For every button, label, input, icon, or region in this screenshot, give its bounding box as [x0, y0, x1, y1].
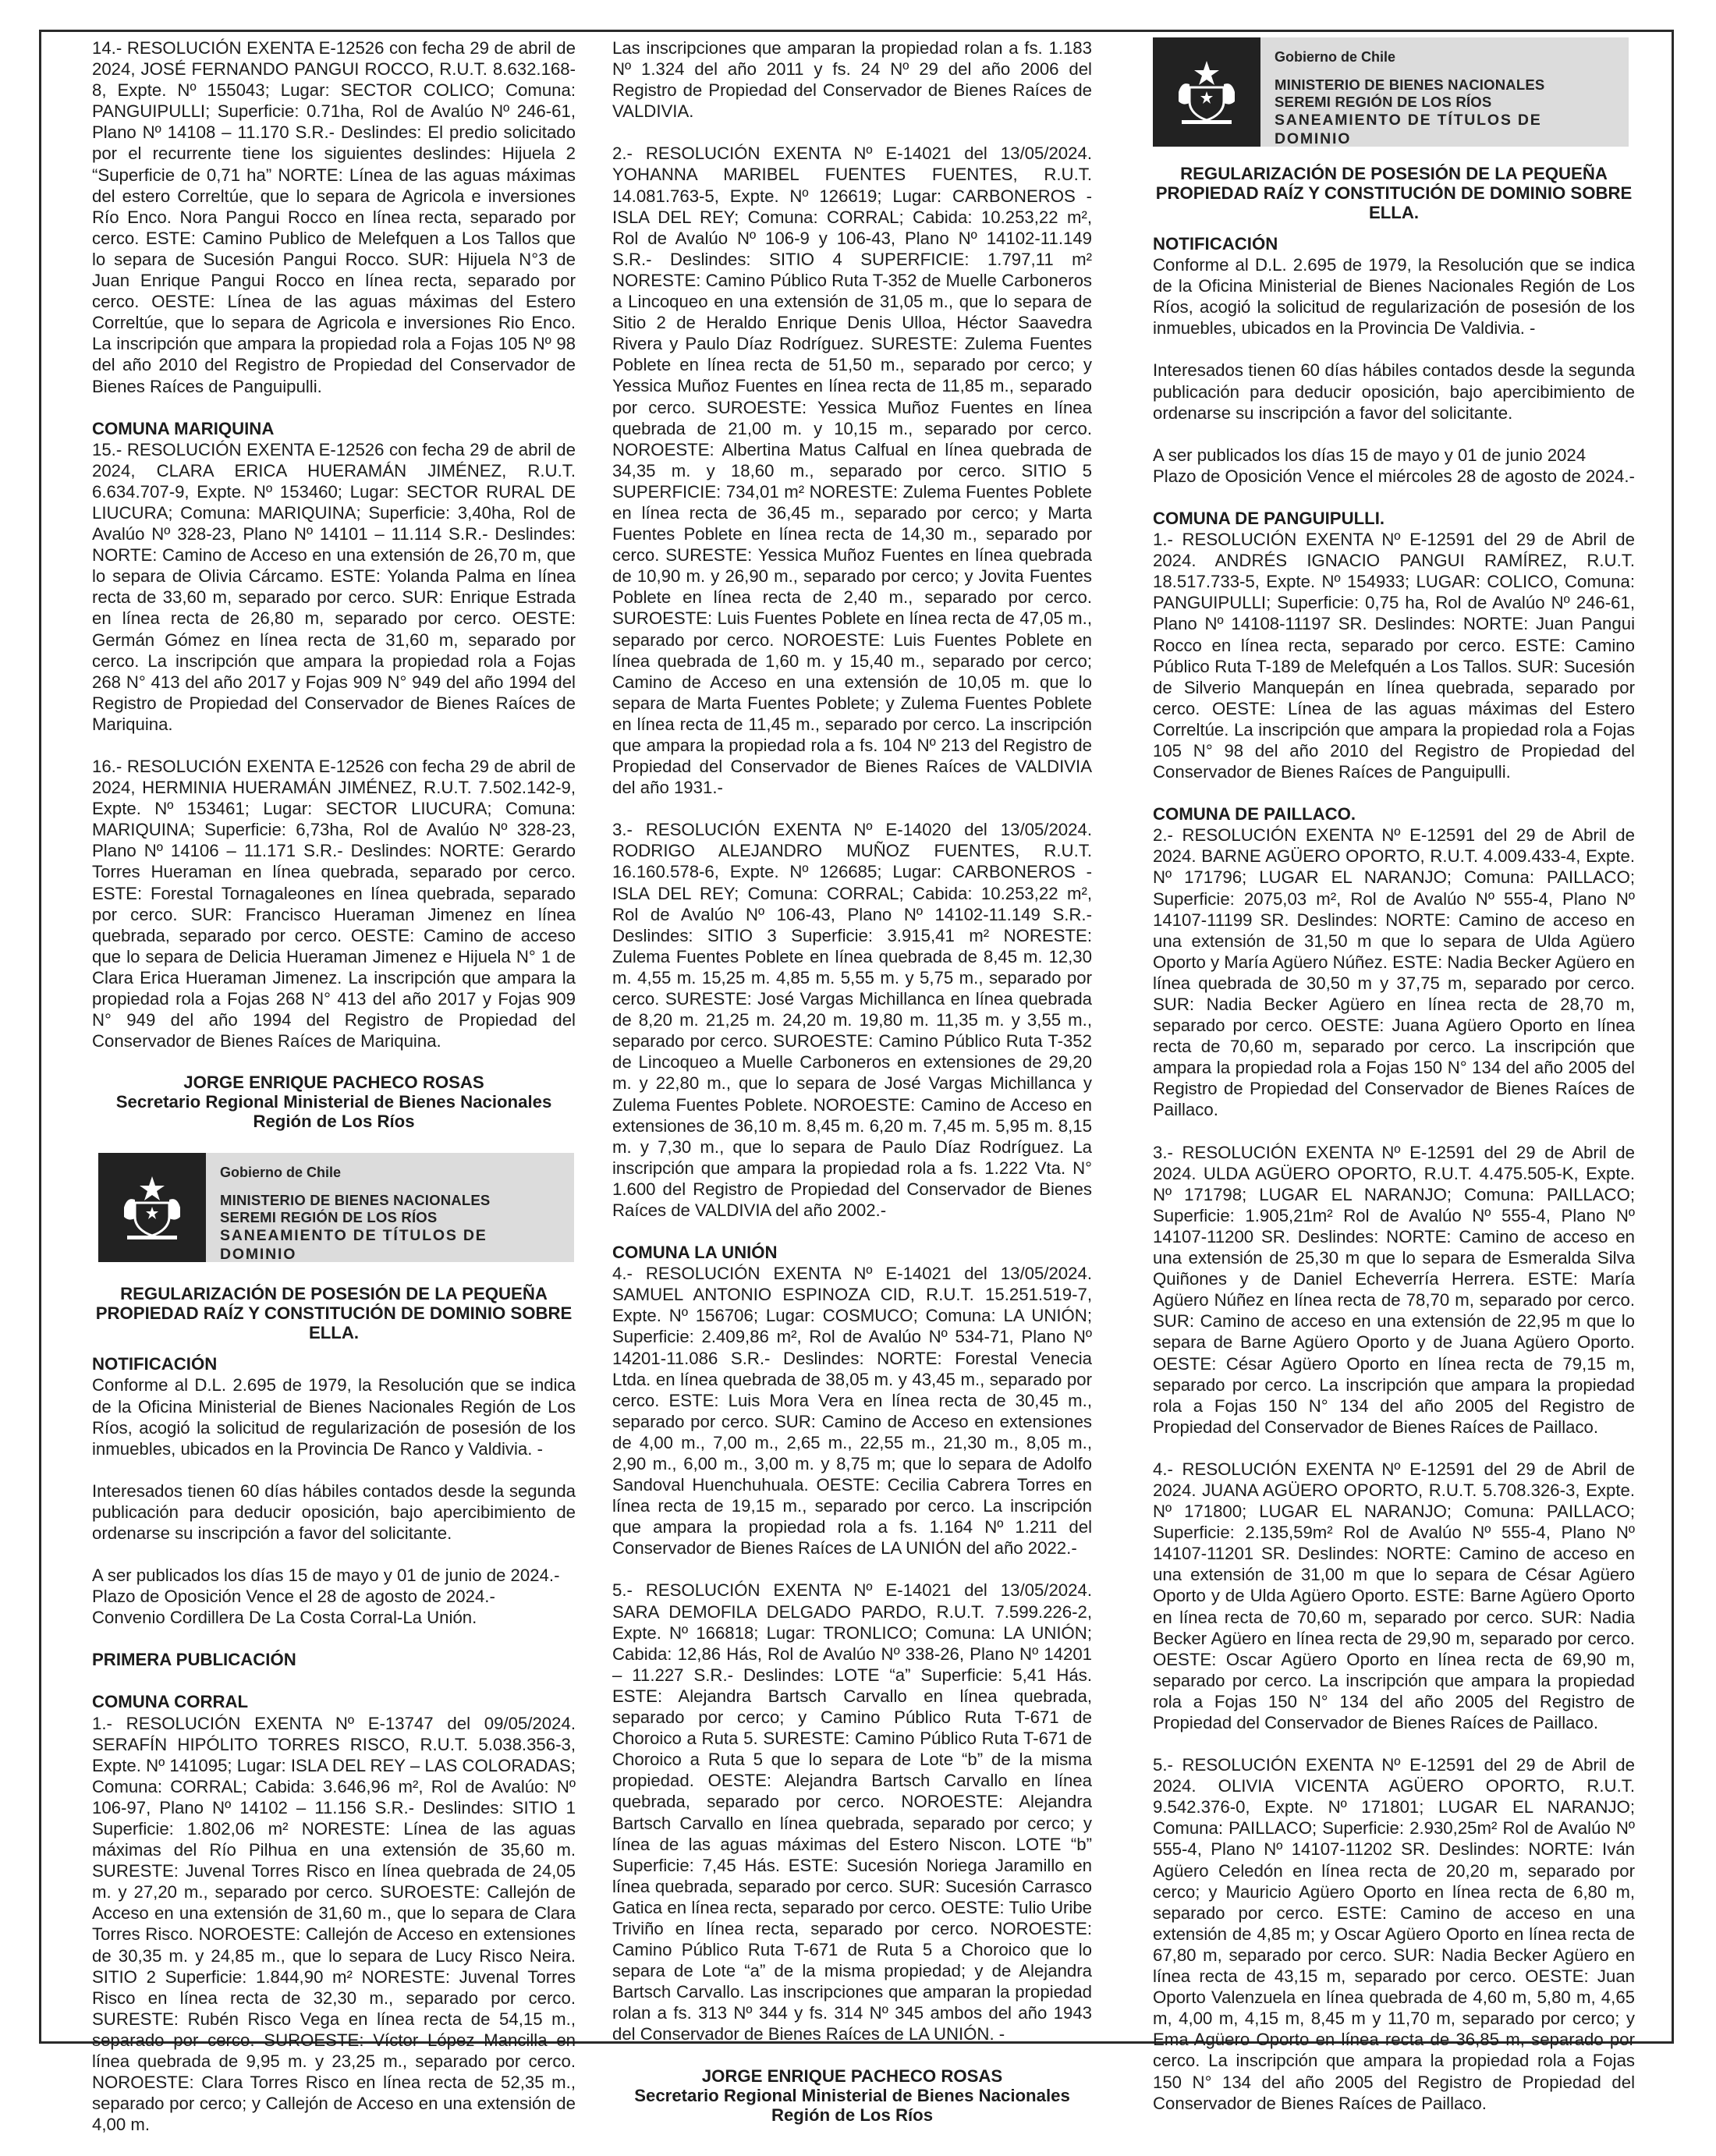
resolution-corral-1: 1.- RESOLUCIÓN EXENTA Nº E-13747 del 09/05/2024. SERAFÍN HIPÓLITO TORRES RISCO, R.U.T. 5.038.356-3, Expte. Nº 141095; Lugar: ISLA DEL REY – LAS COLORADAS; Comuna: CORRAL; Cabida: 3.646,96 m², Rol de Avalúo: Nº 106-97, Plano Nº 14102 – 11.156 S.R.- Deslindes: SITIO 1 Superficie: 1.802,06 m² NORESTE: Línea de las aguas máximas del Río Pilhua en una extensión de 35,60 m. SURESTE: Juvenal Torres Risco en línea quebrada de 24,05 m. y 27,20 m., separado por cerco. SUROESTE: Callejón de Acceso en una extensión de 31,60 m., que lo separa de Clara Torres Risco. NOROESTE: Callejón de Acceso en extensiones de 30,35 m. y 24,85 m., que lo separa de Lucy Risco Neira. SITIO 2 Superficie: 1.844,90 m² NORESTE: Juvenal Torres Risco en línea recta de 32,30 m., separado por cerco. SURESTE: Rubén Risco Vega en línea recta de 54,15 m., separado por cerco. SUROESTE: Víctor López Mancilla en línea quebrada de 9,95 m. y 23,25 m., separado por cerco. NOROESTE: Clara Torres Risco en línea recta de 52,35 m., separado por cerco; y Callejón de Acceso en una extensión de 4,00 m.	[92, 1713, 576, 2135]
heading-comuna-mariquina: COMUNA MARIQUINA	[92, 418, 275, 438]
heading-primera-publicacion: PRIMERA PUBLICACIÓN	[92, 1650, 296, 1670]
publication-dates: A ser publicados los días 15 de mayo y 01 de junio de 2024.-	[92, 1566, 560, 1586]
ministry-banner-1	[98, 1153, 574, 1262]
regularization-title-line-2: PROPIEDAD RAÍZ Y CONSTITUCIÓN DE DOMINIO SOBRE ELLA.	[1155, 183, 1633, 222]
banner-saneamiento: SANEAMIENTO DE TÍTULOS DE DOMINIO	[1275, 112, 1542, 147]
resolution-corral-3: 3.- RESOLUCIÓN EXENTA Nº E-14020 del 13/05/2024. RODRIGO ALEJANDRO MUÑOZ FUENTES, R.U.T. 16.160.578-6, Expte. Nº 126685; Lugar: CARBONEROS - ISLA DEL REY; Comuna: CORRAL; Cabida: 10.253,22 m², Rol de Avalúo Nº 106-43, Plano Nº 14102-11.149 S.R.- Deslindes: SITIO 3 Superficie: 3.915,41 m² NORESTE: Zulema Fuentes Poblete en línea quebrada de 8,45 m. 12,30 m. 4,55 m. 15,25 m. 4,85 m. 5,55 m. y 5,75 m., separado por cerco. SURESTE: José Vargas Michillanca en línea quebrada de 8,20 m. 21,25 m. 24,20 m. 19,80 m. 11,35 m. y 3,55 m., separado por cerco. SUROESTE: Camino Público Ruta T-352 de Lincoqueo a Muelle Carboneros en extensiones de 29,20 m. y 22,80 m., que lo separa de José Vargas Michillanca y Zulema Fuentes Poblete. NOROESTE: Camino de Acceso en extensiones de 36,10 m. 8,45 m. 6,20 m. 7,45 m. 5,95 m. 8,15 m. y 7,30 m., que lo separa de Paulo Díaz Rodríguez. La inscripción que ampara la propiedad rola a fs. 1.222 Vta. N° 1.600 del Registro de Propiedad del Conservador de Bienes Raíces de VALDIVIA del año 2002.-	[612, 820, 1092, 1220]
column-3	[1153, 37, 1635, 2135]
heading-comuna-panguipulli: COMUNA DE PANGUIPULLI.	[1153, 508, 1385, 528]
column-1	[92, 37, 576, 2156]
resolution-panguipulli-1: 1.- RESOLUCIÓN EXENTA Nº E-12591 del 29 de Abril de 2024. ANDRÉS IGNACIO PANGUI RAMÍREZ, R.U.T. 18.517.733-5, Expte. Nº 154933; LUGAR: COLICO, Comuna: PANGUIPULLI; Superficie: 0,75 ha, Rol de Avalúo Nº 246-61, Plano Nº 14108-11197 SR. Deslindes: NORTE: Juan Pangui Rocco en línea recta, separado por cerco. ESTE: Camino Público Ruta T-189 de Melefquén a Los Tallos. SUR: Sucesión de Silverio Manquepán en línea quebrada, separado por cerco. OESTE: Línea de las aguas máximas del Estero Correltúe. La inscripción que ampara la propiedad rola a Fojas 105 N° 98 del año 2010 del Registro de Propiedad del Conservador de Bienes Raíces de Panguipulli.	[1153, 530, 1635, 782]
regularization-title-line-1: REGULARIZACIÓN DE POSESIÓN DE LA PEQUEÑA	[1180, 164, 1608, 183]
interesados-text: Interesados tienen 60 días hábiles contados desde la segunda publicación para deducir oposición, bajo apercibimiento de ordenarse su inscripción a favor del solicitante.	[92, 1480, 576, 1543]
signature-block-1	[92, 1073, 576, 1131]
publication-dates: A ser publicados los días 15 de mayo y 01 de junio 2024	[1153, 445, 1587, 465]
interesados-text: Interesados tienen 60 días hábiles contados desde la segunda publicación para deducir oposición, bajo apercibimiento de ordenarse su inscripción a favor del solicitante.	[1153, 360, 1635, 423]
convenio-text: Convenio Cordillera De La Costa Corral-La Unión.	[92, 1608, 477, 1628]
column-2	[612, 37, 1092, 2147]
chile-coat-of-arms-icon	[98, 1153, 206, 1262]
opposition-deadline: Plazo de Oposición Vence el miércoles 28 de agosto de 2024.-	[1153, 466, 1635, 486]
regularization-title-line-1: REGULARIZACIÓN DE POSESIÓN DE LA PEQUEÑA	[120, 1284, 548, 1304]
heading-comuna-corral: COMUNA CORRAL	[92, 1692, 249, 1712]
banner-saneamiento: SANEAMIENTO DE TÍTULOS DE DOMINIO	[220, 1227, 488, 1264]
banner-seremi: SEREMI REGIÓN DE LOS RÍOS	[220, 1209, 438, 1226]
regularization-title-line-2: PROPIEDAD RAÍZ Y CONSTITUCIÓN DE DOMINIO SOBRE ELLA.	[95, 1303, 573, 1343]
banner-ministry: MINISTERIO DE BIENES NACIONALES	[1275, 76, 1545, 93]
signatory-region: Región de Los Ríos	[253, 1112, 415, 1132]
resolution-paillaco-3: 3.- RESOLUCIÓN EXENTA Nº E-12591 del 29 de Abril de 2024. ULDA AGÜERO OPORTO, R.U.T. 4.475.505-K, Expte. Nº 171798; LUGAR EL NARANJO; Comuna: PAILLACO; Superficie: 1.905,21m² Rol de Avalúo Nº 555-4, Plano Nº 14107-11200 SR. Deslindes: NORTE: Camino de acceso en una extensión de 25,30 m que lo separa de Esmeralda Silva Quiñones y de Daniel Echeverría Herrera. ESTE: María Agüero Núñez en línea recta de 78,70 m, separado por cerco. SUR: Camino de acceso en una extensión de 22,95 m que lo separa de Barne Agüero Oporto y de Juana Agüero Oporto. OESTE: César Agüero Oporto en línea recta de 79,15 m, separado por cerco. La inscripción que ampara la propiedad rola a Fojas 150 N° 134 del año 2005 del Registro de Propiedad del Conservador de Bienes Raíces de Paillaco.	[1153, 1142, 1635, 1437]
notification-heading: NOTIFICACIÓN	[1153, 234, 1278, 254]
resolution-continuation: Las inscripciones que amparan la propiedad rolan a fs. 1.183 Nº 1.324 del año 2011 y fs. 24 Nº 29 del año 2006 del Registro de Propiedad del Conservador de Bienes Raíces de VALDIVIA.	[612, 38, 1092, 122]
regularization-title-1	[92, 1284, 576, 1342]
resolution-paillaco-4: 4.- RESOLUCIÓN EXENTA Nº E-12591 del 29 de Abril de 2024. JUANA AGÜERO OPORTO, R.U.T. 5.708.326-3, Expte. Nº 171800; LUGAR EL NARANJO; Comuna: PAILLACO; Superficie: 2.135,59m² Rol de Avalúo Nº 555-4, Plano Nº 14107-11201 SR. Deslindes: NORTE: Camino de acceso en una extensión de 31,00 m que lo separa de César Agüero Oporto y de Ulda Agüero Oporto. ESTE: Barne Agüero Oporto en línea recta de 70,60 m, separado por cerco. SUR: Nadia Becker Agüero en línea recta de 29,90 m, separado por cerco. OESTE: Oscar Agüero Oporto en línea recta de 69,90 m, separado por cerco. La inscripción que ampara la propiedad rola a Fojas 150 N° 134 del año 2005 del Registro de Propiedad del Conservador de Bienes Raíces de Paillaco.	[1153, 1459, 1635, 1732]
signatory-role: Secretario Regional Ministerial de Bienes Nacionales	[634, 2085, 1070, 2105]
regularization-title-2	[1153, 164, 1635, 222]
resolution-16: 16.- RESOLUCIÓN EXENTA E-12526 con fecha 29 de abril de 2024, HERMINIA HUERAMÁN JIMÉNEZ, R.U.T. 7.502.142-9, Expte. Nº 153461; Lugar: SECTOR LIUCURA; Comuna: MARIQUINA; Superficie: 6,73ha, Rol de Avalúo Nº 328-23, Plano Nº 14106 – 11.171 S.R.- Deslindes: NORTE: Gerardo Torres Hueraman en línea quebrada, separado por cerco. ESTE: Forestal Tornagaleones en línea quebrada, separado por cerco. SUR: Francisco Hueraman Jimenez en línea quebrada, separado por cerco. OESTE: Camino de acceso que lo separa de Delicia Hueraman Jimenez e Hijuela N° 1 de Clara Erica Hueraman Jimenez. La inscripción que ampara la propiedad rola a Fojas 268 N° 413 del año 2017 y Fojas 909 N° 949 del año 1994 del Registro de Propiedad del Conservador de Bienes Raíces de Mariquina.	[92, 757, 576, 1051]
notification-text: Conforme al D.L. 2.695 de 1979, la Resolución que se indica de la Oficina Ministerial de Bienes Nacionales Región de Los Ríos, acogió la solicitud de regularización de posesión de los inmuebles, ubicados en la Provincia De Valdivia. -	[1153, 255, 1635, 339]
heading-comuna-la-union: COMUNA LA UNIÓN	[612, 1243, 778, 1263]
resolution-corral-2: 2.- RESOLUCIÓN EXENTA Nº E-14021 del 13/05/2024. YOHANNA MARIBEL FUENTES FUENTES, R.U.T. 14.081.763-5, Expte. Nº 126619; Lugar: CARBONEROS - ISLA DEL REY; Comuna: CORRAL; Cabida: 10.253,22 m², Rol de Avalúo Nº 106-9 y 106-43, Plano Nº 14102-11.149 S.R.- Deslindes: SITIO 4 SUPERFICIE: 1.797,11 m² NORESTE: Camino Público Ruta T-352 de Muelle Carboneros a Lincoqueo en una extensión de 31,05 m., que lo separa de Sitio 2 de Heraldo Enrique Denis Ulloa, Héctor Saavedra Rivera y Paulo Díaz Rodríguez. SURESTE: Zulema Fuentes Poblete en línea recta de 51,50 m., separado por cerco; y Yessica Muñoz Fuentes en línea recta de 11,85 m., separado por cerco. SUROESTE: Yessica Muñoz Fuentes en línea quebrada de 21,00 m. y 10,15 m., separado por cerco. NOROESTE: Albertina Matus Calfual en línea quebrada de 34,35 m. y 18,60 m., separado por cerco. SITIO 5 SUPERFICIE: 734,01 m² NORESTE: Zulema Fuentes Poblete en línea recta de 36,45 m., separado por cerco; y Marta Fuentes Poblete en línea recta de 14,30 m., separado por cerco. SURESTE: Yessica Muñoz Fuentes en línea quebrada de 10,90 m. y 26,90 m., separado por cerco; y Jovita Fuentes Poblete en línea recta de 2,40 m., separado por cerco. SUROESTE: Luis Fuentes Poblete en línea recta de 47,05 m., separado por cerco. NOROESTE: Luis Fuentes Poblete en línea quebrada de 1,60 m. y 15,40 m., separado por cerco; Camino de Acceso en una extensión de 10,05 m. que lo separa de Marta Fuentes Poblete; y Zulema Fuentes Poblete en línea recta de 11,45 m., separado por cerco. La inscripción que ampara la propiedad rola a fs. 104 Nº 213 del Registro de Propiedad del Conservador de Bienes Raíces de VALDIVIA del año 1931.-	[612, 144, 1092, 798]
ministry-banner-2	[1153, 37, 1629, 147]
resolution-14: 14.- RESOLUCIÓN EXENTA E-12526 con fecha 29 de abril de 2024, JOSÉ FERNANDO PANGUI ROCCO, R.U.T. 8.632.168-8, Expte. Nº 155043; Lugar: SECTOR COLICO; Comuna: PANGUIPULLI; Superficie: 0.71ha, Rol de Avalúo Nº 246-61, Plano Nº 14108 – 11.170 S.R.- Deslindes: El predio solicitado por el recurrente tiene los siguientes deslindes: Hijuela 2 “Superficie de 0,71 ha” NORTE: Línea de las aguas máximas del estero Correltúe, que lo separa de Agricola e inversiones Río Enco. Nora Pangui Rocco en línea recta, separado por cerco. ESTE: Camino Publico de Melefquen a Los Tallos que lo separa de Sucesión Pangui Rocco. SUR: Hijuela N°3 de Juan Enrique Pangui Rocco en línea recta, separado por cerco. OESTE: Línea de las aguas máximas del Estero Correltúe, que lo separa de Agricola e inversiones Rio Enco. La inscripción que ampara la propiedad rola a Fojas 105 Nº 98 del año 2010 del Registro de Propiedad del Conservador de Bienes Raíces de Panguipulli.	[92, 38, 576, 396]
resolution-paillaco-2: 2.- RESOLUCIÓN EXENTA Nº E-12591 del 29 de Abril de 2024. BARNE AGÜERO OPORTO, R.U.T. 4.009.433-4, Expte. Nº 171796; LUGAR EL NARANJO; Comuna: PAILLACO; Superficie: 2075,03 m², Rol de Avalúo Nº 555-4, Plano Nº 14107-11199 SR. Deslindes: NORTE: Camino de acceso en una extensión de 31,50 m que lo separa de Ulda Agüero Oporto y María Agüero Núñez. ESTE: Nadia Becker Agüero en línea quebrada de 30,50 m y 37,75 m, separado por cerco. SUR: Nadia Becker Agüero en línea recta de 28,70 m, separado por cerco. OESTE: Juana Agüero Oporto en línea recta de 70,60 m, separado por cerco. La inscripción que ampara la propiedad rola a Fojas 150 N° 134 del año 2005 del Registro de Propiedad del Conservador de Bienes Raíces de Paillaco.	[1153, 825, 1635, 1120]
chile-coat-of-arms-icon	[1153, 37, 1260, 147]
resolution-paillaco-5: 5.- RESOLUCIÓN EXENTA Nº E-12591 del 29 de Abril de 2024. OLIVIA VICENTA AGÜERO OPORTO, R.U.T. 9.542.376-0, Expte. Nº 171801; LUGAR EL NARANJO; Comuna: PAILLACO; Superficie: 2.930,25m² Rol de Avalúo Nº 555-4, Plano Nº 14107-11202 SR. Deslindes: NORTE: Iván Agüero Celedón en línea recta de 20,20 m, separado por cerco; y Mauricio Agüero Oporto en línea recta de 6,80 m, separado por cerco. ESTE: Camino de acceso en una extensión de 4,85 m; y Oscar Agüero Oporto en línea recta de 67,80 m, separado por cerco. SUR: Nadia Becker Agüero en línea recta de 43,15 m, separado por cerco. OESTE: Juan Oporto Valenzuela en línea quebrada de 4,60 m, 5,80 m, 4,65 m, 4,00 m, 4,15 m, 8,45 m y 11,70 m, separado por cerco; y Ema Agüero Oporto en línea recta de 36,85 m, separado por cerco. La inscripción que ampara la propiedad rola a Fojas 150 N° 134 del año 2005 del Registro de Propiedad del Conservador de Bienes Raíces de Paillaco.	[1153, 1755, 1635, 2113]
resolution-15: 15.- RESOLUCIÓN EXENTA E-12526 con fecha 29 de abril de 2024, CLARA ERICA HUERAMÁN JIMÉNEZ, R.U.T. 6.634.707-9, Expte. Nº 153460; Lugar: SECTOR RURAL DE LIUCURA; Comuna: MARIQUINA; Superficie: 3,40ha, Rol de Avalúo Nº 328-23, Plano Nº 14101 – 11.114 S.R.- Deslindes: NORTE: Camino de Acceso en una extensión de 26,70 m, que lo separa de Olivia Cárcamo. ESTE: Yolanda Palma en línea recta de 33,60 m, separado por cerco. SUR: Enrique Estrada en línea recta de 26,80 m, separado por cerco. OESTE: Germán Gómez en línea recta de 31,60 m, separado por cerco. La inscripción que ampara la propiedad rola a Fojas 268 N° 413 del año 2017 y Fojas 909 N° 949 del año 1994 del Registro de Propiedad del Conservador de Bienes Raíces de Mariquina.	[92, 439, 576, 734]
heading-comuna-paillaco: COMUNA DE PAILLACO.	[1153, 804, 1356, 824]
banner-gov-label: Gobierno de Chile	[220, 1165, 342, 1181]
banner-seremi: SEREMI REGIÓN DE LOS RÍOS	[1275, 94, 1492, 110]
signature-block-2	[612, 2066, 1092, 2125]
resolution-la-union-5: 5.- RESOLUCIÓN EXENTA Nº E-14021 del 13/05/2024. SARA DEMOFILA DELGADO PARDO, R.U.T. 7.599.226-2, Expte. Nº 166818; Lugar: TRONLICO; Comuna: LA UNIÓN; Cabida: 12,86 Hás, Rol de Avalúo Nº 338-26, Plano Nº 14201 – 11.227 S.R.- Deslindes: LOTE “a” Superficie: 5,41 Hás. ESTE: Alejandra Bartsch Carvallo en línea quebrada, separado por cerco; y Camino Público Ruta T-671 de Choroico a Ruta 5. SURESTE: Camino Público Ruta T-671 de Choroico a Ruta 5 que lo separa de Lote “b” de la misma propiedad. OESTE: Alejandra Bartsch Carvallo en línea quebrada, separado por cerco. NOROESTE: Alejandra Bartsch Carvallo en línea quebrada, separado por cerco; y línea de las aguas máximas del Estero Niscon. LOTE “b” Superficie: 7,45 Hás. ESTE: Sucesión Noriega Jaramillo en línea quebrada, separado por cerco. SUR: Sucesión Carrasco Gatica en línea recta, separado por cerco. OESTE: Tulio Uribe Triviño en línea recta, separado por cerco. NOROESTE: Camino Público Ruta T-671 de Ruta 5 a Choroico que lo separa de Lote “a” de la misma propiedad; y de Alejandra Bartsch Carvallo. Las inscripciones que amparan la propiedad rolan a fs. 313 Nº 344 y fs. 314 Nº 345 ambos del año 1943 del Conservador de Bienes Raíces de LA UNIÓN. -	[612, 1580, 1092, 2044]
notification-heading: NOTIFICACIÓN	[92, 1354, 218, 1374]
banner-ministry: MINISTERIO DE BIENES NACIONALES	[220, 1192, 491, 1209]
opposition-deadline: Plazo de Oposición Vence el 28 de agosto de 2024.-	[92, 1587, 495, 1607]
resolution-la-union-4: 4.- RESOLUCIÓN EXENTA Nº E-14021 del 13/05/2024. SAMUEL ANTONIO ESPINOZA CID, R.U.T. 15.251.519-7, Expte. Nº 156706; Lugar: COSMUCO; Comuna: LA UNIÓN; Superficie: 2.409,86 m², Rol de Avalúo Nº 534-71, Plano Nº 14201-11.086 S.R.- Deslindes: NORTE: Forestal Venecia Ltda. en línea quebrada de 38,05 m. y 43,45 m., separado por cerco. ESTE: Luis Mora Vera en línea recta de 30,45 m., separado por cerco. SUR: Camino de Acceso en extensiones de 4,00 m., 7,00 m., 2,65 m., 22,55 m., 21,30 m., 8,05 m., 2,90 m., 6,00 m., 3,00 m. y 8,75 m; que lo separa de Adolfo Sandoval Huenchuhuala. OESTE: Cecilia Cabrera Torres en línea recta de 19,15 m., separado por cerco. La inscripción que ampara la propiedad rola a fs. 1.164 Nº 1.211 del Conservador de Bienes Raíces de LA UNIÓN del año 2022.-	[612, 1264, 1092, 1558]
banner-gov-label: Gobierno de Chile	[1275, 49, 1396, 65]
notification-text: Conforme al D.L. 2.695 de 1979, la Resolución que se indica de la Oficina Ministerial de Bienes Nacionales Región de Los Ríos, acogió la solicitud de regularización de posesión de los inmuebles, ubicados en la Provincia De Ranco y Valdivia. -	[92, 1375, 576, 1459]
signatory-name: JORGE ENRIQUE PACHECO ROSAS	[701, 2066, 1003, 2086]
signatory-region: Región de Los Ríos	[771, 2105, 934, 2125]
signatory-name: JORGE ENRIQUE PACHECO ROSAS	[183, 1073, 484, 1093]
signatory-role: Secretario Regional Ministerial de Bienes Nacionales	[115, 1092, 552, 1112]
